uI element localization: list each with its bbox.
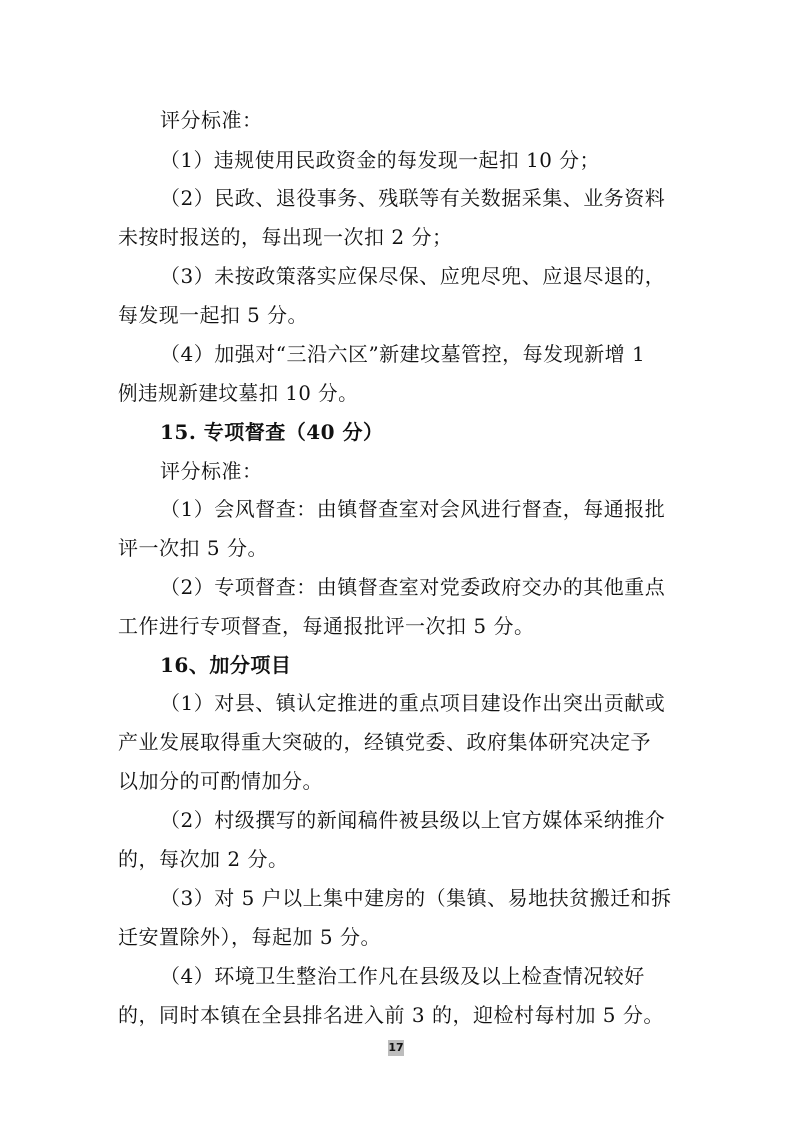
paragraph-line: （3）对 5 户以上集中建房的（集镇、易地扶贫搬迁和拆	[160, 886, 672, 910]
paragraph-line: （1）对县、镇认定推进的重点项目建设作出突出贡献或	[160, 691, 666, 715]
paragraph-line: （2）村级撰写的新闻稿件被县级以上官方媒体采纳推介	[160, 808, 666, 832]
page-number: 17	[388, 1041, 404, 1054]
scoring-standard-heading: 评分标准：	[160, 108, 263, 132]
paragraph-line: 评一次扣 5 分。	[118, 536, 268, 560]
paragraph-line: （4）环境卫生整治工作凡在县级及以上检查情况较好	[160, 964, 645, 988]
scoring-standard-heading: 评分标准：	[160, 459, 263, 483]
paragraph-line: 以加分的可酌情加分。	[118, 769, 323, 793]
paragraph-line: 迁安置除外），每起加 5 分。	[118, 925, 381, 949]
paragraph-line: （1）违规使用民政资金的每发现一起扣 10 分；	[160, 148, 600, 172]
section-heading-supervision: 15. 专项督查（40 分）	[160, 420, 384, 444]
paragraph-line: 例违规新建坟墓扣 10 分。	[118, 381, 359, 405]
paragraph-line: 每发现一起扣 5 分。	[118, 303, 308, 327]
paragraph-line: （4）加强对“三沿六区”新建坟墓管控，每发现新增 1	[160, 342, 646, 366]
paragraph-line: （3）未按政策落实应保尽保、应兜尽兜、应退尽退的，	[160, 264, 666, 288]
paragraph-line: 的，每次加 2 分。	[118, 847, 289, 871]
section-heading-bonus: 16、加分项目	[160, 653, 292, 677]
paragraph-line: （2）民政、退役事务、残联等有关数据采集、业务资料	[160, 186, 666, 210]
paragraph-line: （2）专项督查：由镇督查室对党委政府交办的其他重点	[160, 575, 666, 599]
paragraph-line: 产业发展取得重大突破的，经镇党委、政府集体研究决定予	[118, 730, 651, 754]
paragraph-line: 工作进行专项督查，每通报批评一次扣 5 分。	[118, 614, 535, 638]
paragraph-line: 未按时报送的，每出现一次扣 2 分；	[118, 225, 453, 249]
paragraph-line: 的，同时本镇在全县排名进入前 3 的，迎检村每村加 5 分。	[118, 1003, 664, 1027]
paragraph-line: （1）会风督查：由镇督查室对会风进行督查，每通报批	[160, 497, 666, 521]
